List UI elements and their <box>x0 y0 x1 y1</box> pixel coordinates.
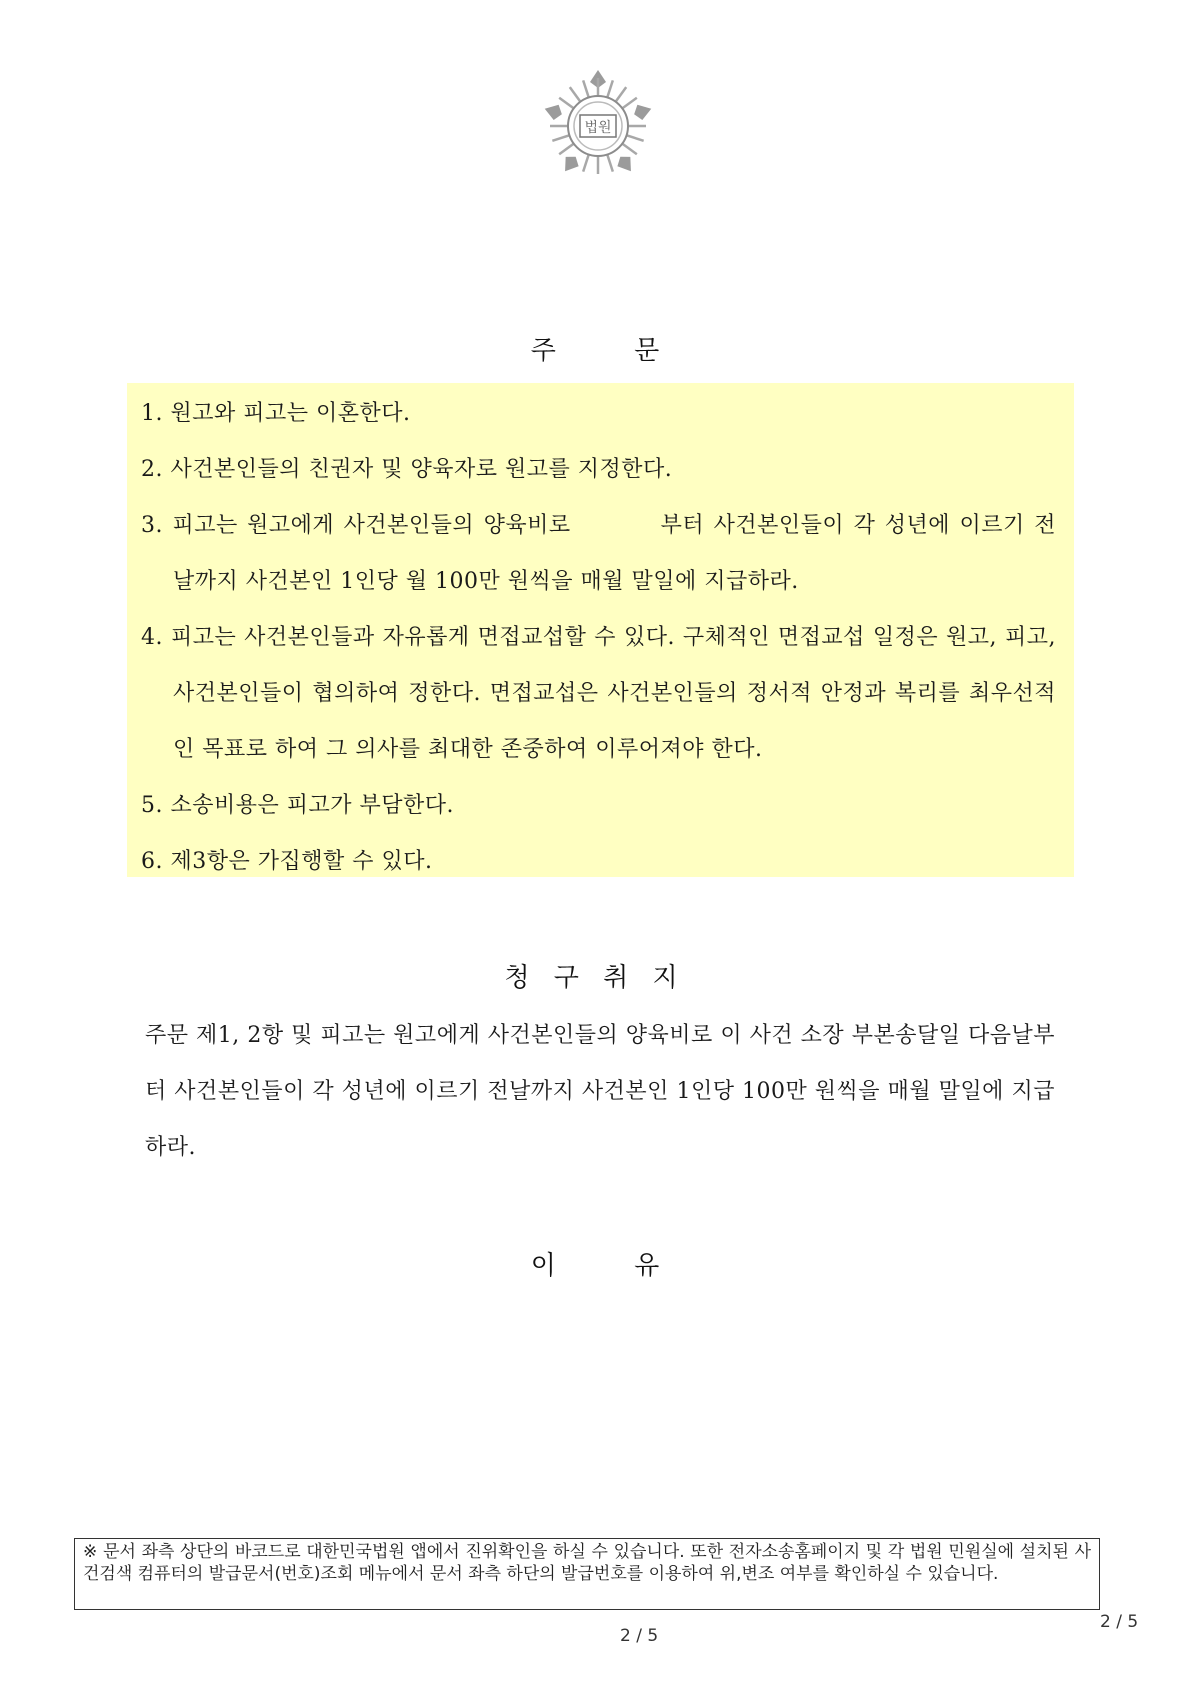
claim-text: 주문 제1, 2항 및 피고는 원고에게 사건본인들의 양육비로 이 사건 소장 부본송달일 다음날부터 사건본인들이 각 성년에 이르기 전날까지 사건본인 1인당 100만 원씩을 매월 말일에 지급하라. <box>145 1023 1055 1160</box>
ruling-item-3-end: 부터 사건본인들이 각 성년에 이르기 전날까지 사건본인 1인당 월 100만 원씩을 매월 말일에 지급하라. <box>173 513 1057 594</box>
ruling-item-3-start: 3. 피고는 원고에게 사건본인들의 양육비로 <box>141 513 571 538</box>
ruling-item-2: 2. 사건본인들의 친권자 및 양육자로 원고를 지정한다. <box>141 457 673 482</box>
ruling-items <box>141 386 1056 890</box>
seal-text: 법원 <box>584 120 612 136</box>
verification-notice: ※ 문서 좌측 상단의 바코드로 대한민국법원 앱에서 진위확인을 하실 수 있습니다. 또한 전자소송홈페이지 및 각 법원 민원실에 설치된 사건검색 컴퓨터의 발급문서(번호)조회 메뉴에서 문서 좌측 하단의 발급번호를 이용하여 위,변조 여부를 확인하실 수 있습니다. <box>74 1538 1100 1610</box>
page-number-right: 2 / 5 <box>1100 1612 1139 1632</box>
ruling-item-1: 1. 원고와 피고는 이혼한다. <box>141 401 411 426</box>
claim-heading: 청 구 취 지 <box>504 963 686 993</box>
ruling-item-4: 4. 피고는 사건본인들과 자유롭게 면접교섭할 수 있다. 구체적인 면접교섭 일정은 원고, 피고, 사건본인들이 협의하여 정한다. 면접교섭은 사건본인들의 정서적 안정과 복리를 최우선적인 목표로 하여 그 의사를 최대한 존중하여 이루어져야 한다. <box>141 625 1056 762</box>
ruling-item-6: 6. 제3항은 가집행할 수 있다. <box>141 849 433 874</box>
page-number-bottom: 2 / 5 <box>620 1626 659 1646</box>
ruling-item-5: 5. 소송비용은 피고가 부담한다. <box>141 793 454 818</box>
ruling-item-3 <box>141 498 1056 610</box>
reason-heading: 이 유 <box>530 1251 660 1281</box>
ruling-heading: 주 문 <box>530 336 660 366</box>
court-seal-emblem <box>540 68 656 180</box>
